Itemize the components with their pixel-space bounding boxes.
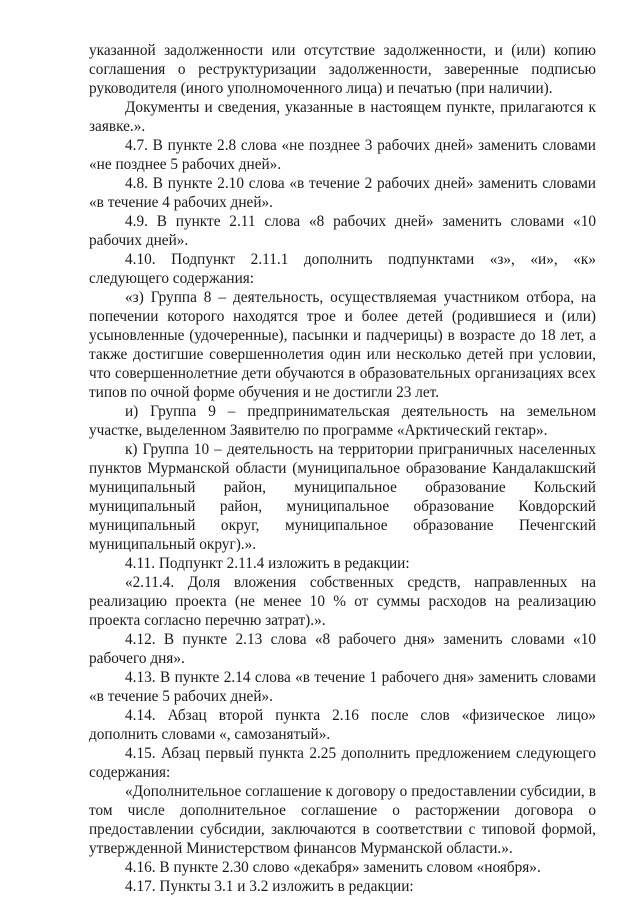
paragraph-additional-agreement: «Дополнительное соглашение к договору о предоставлении субсидии, в том числе дополнительное соглашение о расторжении договора о предоставлении субсидии, заключаются в соответствии с типовой формой, утвержденной Министерством финансов Мурманской области.». [89, 783, 596, 857]
paragraph-4-8: 4.8. В пункте 2.10 слова «в течение 2 рабочих дней» заменить словами «в течение 4 рабочих дней». [89, 175, 596, 211]
paragraph-2-11-4: «2.11.4. Доля вложения собственных средств, направленных на реализацию проекта (не менее 10 % от суммы расходов на реализацию проекта согласно перечню затрат).». [89, 574, 596, 629]
paragraph-4-11: 4.11. Подпункт 2.11.4 изложить в редакции: [125, 555, 410, 572]
paragraph-4-10: 4.10. Подпункт 2.11.1 дополнить подпунктами «з», «и», «к» следующего содержания: [89, 251, 596, 287]
document-body [89, 41, 596, 896]
paragraph-4-13: 4.13. В пункте 2.14 слова «в течение 1 рабочего дня» заменить словами «в течение 5 рабочих дней». [89, 669, 596, 705]
paragraph-4-9: 4.9. В пункте 2.11 слова «8 рабочих дней» заменить словами «10 рабочих дней». [89, 213, 596, 249]
paragraph-documents-attached: Документы и сведения, указанные в настоящем пункте, прилагаются к заявке.». [89, 99, 596, 135]
paragraph-4-12: 4.12. В пункте 2.13 слова «8 рабочего дня» заменить словами «10 рабочего дня». [89, 631, 596, 667]
paragraph-debt-copy: указанной задолженности или отсутствие задолженности, и (или) копию соглашения о реструктуризации задолженности, заверенные подписью руководителя (иного уполномоченного лица) и печатью (при наличии). [89, 42, 596, 97]
paragraph-4-14: 4.14. Абзац второй пункта 2.16 после слов «физическое лицо» дополнить словами «, самозанятый». [89, 707, 596, 743]
paragraph-4-17: 4.17. Пункты 3.1 и 3.2 изложить в редакции: [125, 878, 414, 895]
paragraph-group-10: к) Группа 10 – деятельность на территории приграничных населенных пунктов Мурманской области (муниципальное образование Кандалакшский муниципальный район, муниципальное образование Кольский муниципальный район, муниципальное образование Ковдорский муниципальный округ, муниципальное образование Печенгский муниципальный округ).». [89, 441, 596, 553]
paragraph-group-8: «з) Группа 8 – деятельность, осуществляемая участником отбора, на попечении которого находятся трое и более детей (родившиеся и (или) усыновленные (удочеренные), пасынки и падчерицы) в возрасте до 18 лет, а также достигшие совершеннолетия один или несколько детей при условии, что совершеннолетние дети обучаются в образовательных организациях всех типов по очной форме обучения и не достигли 23 лет. [89, 289, 596, 401]
paragraph-group-9: и) Группа 9 – предпринимательская деятельность на земельном участке, выделенном Заявителю по программе «Арктический гектар». [89, 403, 596, 439]
paragraph-4-15: 4.15. Абзац первый пункта 2.25 дополнить предложением следующего содержания: [89, 745, 596, 781]
paragraph-4-7: 4.7. В пункте 2.8 слова «не позднее 3 рабочих дней» заменить словами «не позднее 5 рабочих дней». [89, 137, 596, 173]
paragraph-4-16: 4.16. В пункте 2.30 слово «декабря» заменить словом «ноября». [125, 859, 541, 876]
